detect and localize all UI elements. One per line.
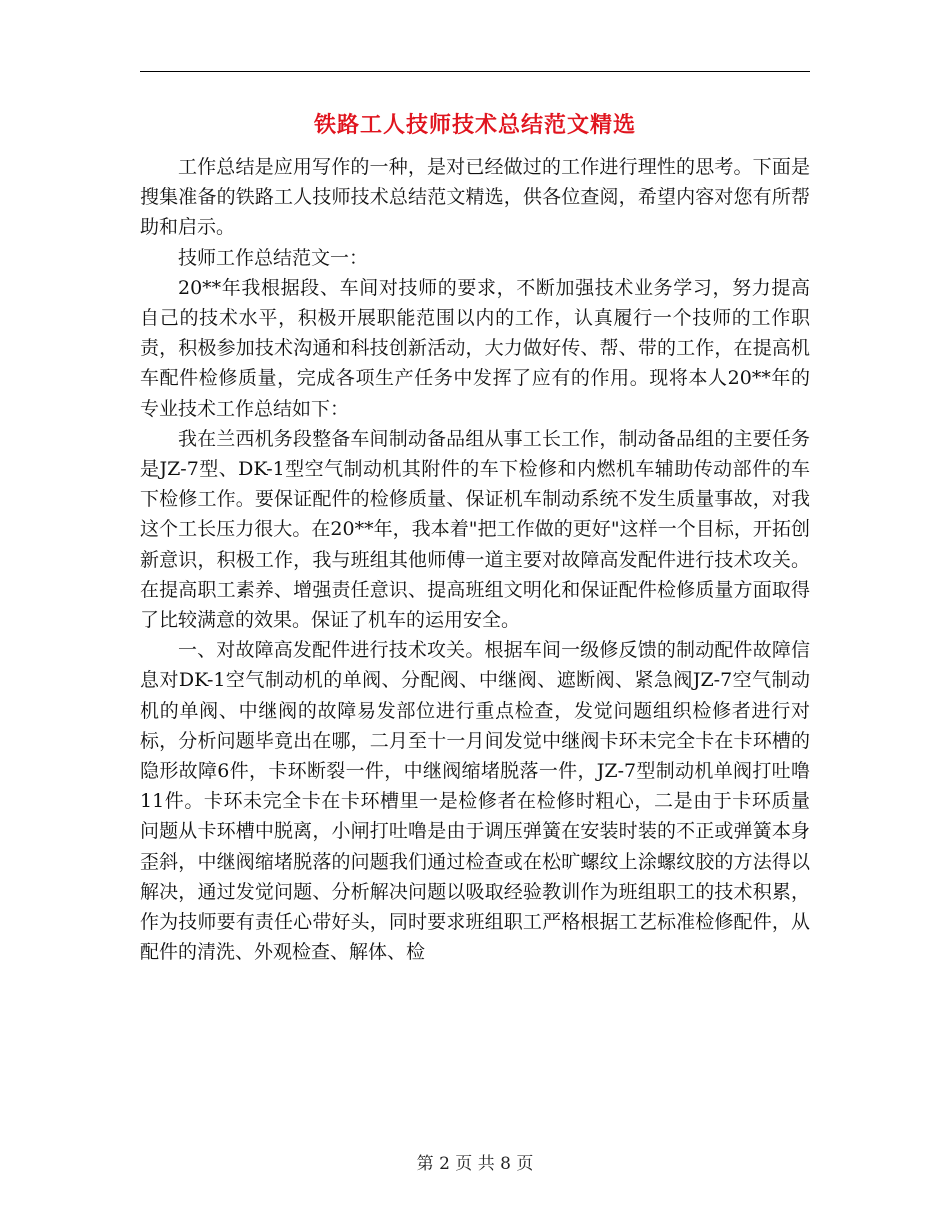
paragraph-point-one: 一、对故障高发配件进行技术攻关。根据车间一级修反馈的制动配件故障信息对DK-1空气制动机的单阀、分配阀、中继阀、遮断阀、紧急阀JZ-7空气制动机的单阀、中继阀的故障易发部位进行重点检查，发觉问题组织检修者进行对标，分析问题毕竟出在哪，二月至十一月间发觉中继阀卡环未完全卡在卡环槽的隐形故障6件，卡环断裂一件，中继阀缩堵脱落一件，JZ-7型制动机单阀打吐噜11件。卡环未完全卡在卡环槽里一是检修者在检修时粗心，二是由于卡环质量问题从卡环槽中脱离，小闸打吐噜是由于调压弹簧在安装时装的不正或弹簧本身歪斜，中继阀缩堵脱落的问题我们通过检查或在松旷螺纹上涂螺纹胶的方法得以解决，通过发觉问题、分析解决问题以吸取经验教训作为班组职工的技术积累，作为技师要有责任心带好头，同时要求班组职工严格根据工艺标准检修配件，从配件的清洗、外观检查、解体、检 bbox=[140, 639, 810, 964]
page-number-footer: 第 2 页 共 8 页 bbox=[416, 1154, 534, 1174]
paragraph-intro: 工作总结是应用写作的一种，是对已经做过的工作进行理性的思考。下面是搜集准备的铁路工人技师技术总结范文精选，供各位查阅，希望内容对您有所帮助和启示。 bbox=[140, 156, 810, 239]
page-title: 铁路工人技师技术总结范文精选 bbox=[313, 112, 636, 138]
paragraph-role: 我在兰西机务段整备车间制动备品组从事工长工作，制动备品组的主要任务是JZ-7型、DK-1型空气制动机其附件的车下检修和内燃机车辅助传动部件的车下检修工作。要保证配件的检修质量、保证机车制动系统不发生质量事故，对我这个工长压力很大。在20**年，我本着"把工作做的更好"这样一个目标，开拓创新意识，积极工作，我与班组其他师傅一道主要对故障高发配件进行技术攻关。在提高职工素养、增强责任意识、提高班组文明化和保证配件检修质量方面取得了比较满意的效果。保证了机车的运用安全。 bbox=[140, 427, 810, 632]
document-body bbox=[140, 152, 810, 967]
paragraph-overview: 20**年我根据段、车间对技师的要求，不断加强技术业务学习，努力提高自己的技术水平，积极开展职能范围以内的工作，认真履行一个技师的工作职责，积极参加技术沟通和科技创新活动，大力做好传、帮、带的工作，在提高机车配件检修质量，完成各项生产任务中发挥了应有的作用。现将本人20**年的专业技术工作总结如下： bbox=[140, 276, 810, 420]
paragraph-section-heading: 技师工作总结范文一： bbox=[178, 246, 369, 269]
header-rule bbox=[140, 71, 810, 72]
